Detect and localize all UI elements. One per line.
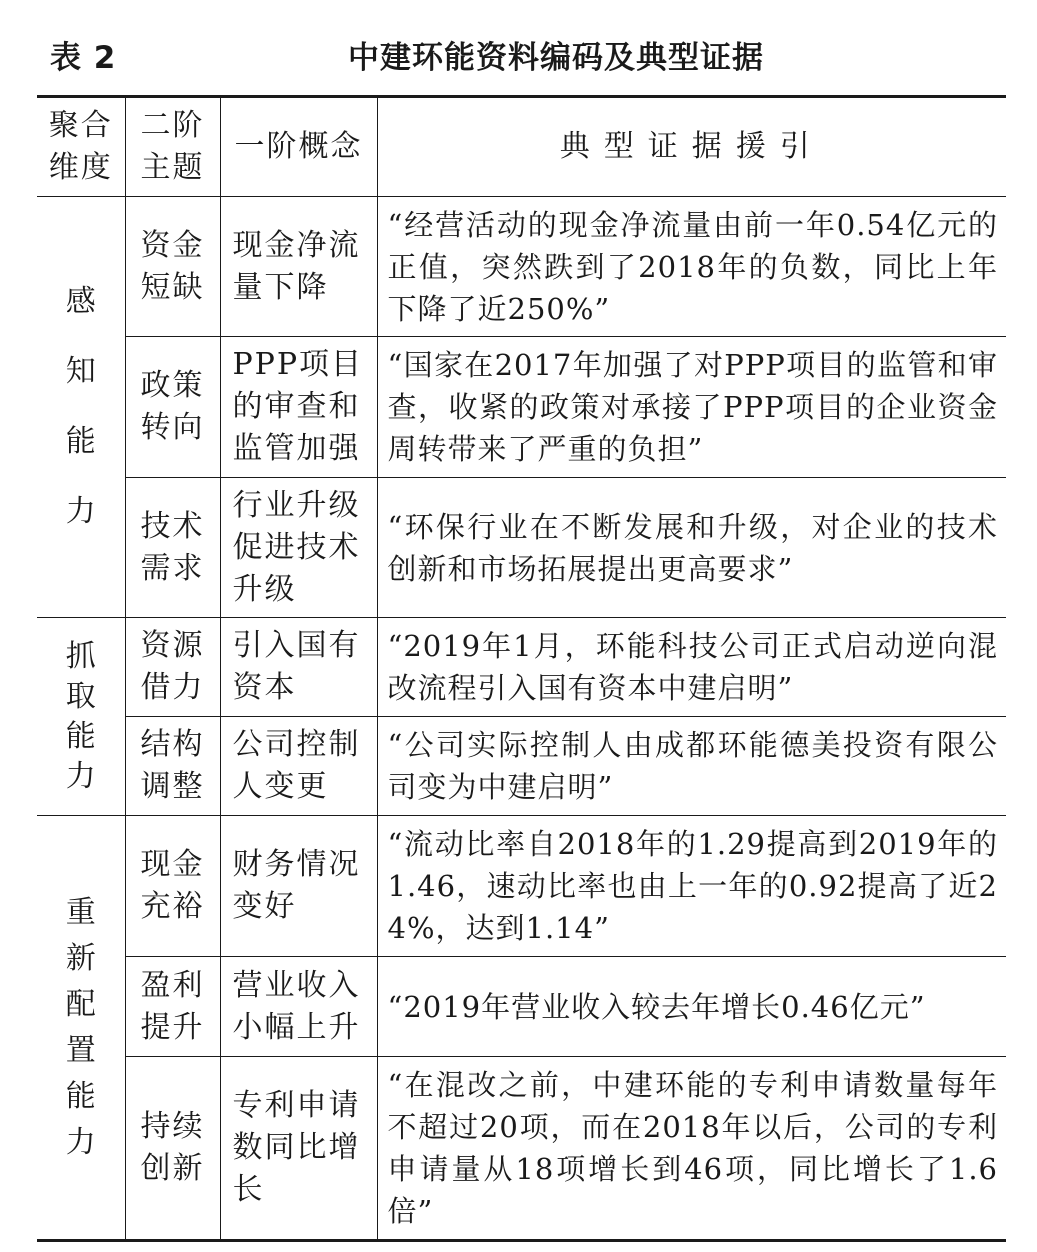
table-row <box>37 816 1006 957</box>
evidence-cell: “国家在2017年加强了对PPP项目的监管和审查，收紧的政策对承接了PPP项目的企业资金周转带来了严重的负担” <box>377 337 1006 478</box>
theme-cell: 政策转向 <box>125 337 220 478</box>
theme-cell: 资金短缺 <box>125 197 220 337</box>
evidence-cell: “2019年营业收入较去年增长0.46亿元” <box>377 957 1006 1057</box>
table-row <box>37 957 1006 1057</box>
table-number: 表 2 <box>50 40 117 76</box>
dimension-cell <box>37 197 125 618</box>
evidence-cell: “2019年1月，环能科技公司正式启动逆向混改流程引入国有资本中建启明” <box>377 618 1006 717</box>
header-theme: 二阶主题 <box>125 97 220 197</box>
table-caption <box>0 0 1037 95</box>
evidence-cell: “在混改之前，中建环能的专利申请数量每年不超过20项，而在2018年以后，公司的专利申请量从18项增长到46项，同比增长了1.6倍” <box>377 1057 1006 1241</box>
table-row <box>37 337 1006 478</box>
table-row <box>37 197 1006 337</box>
theme-cell: 持续创新 <box>125 1057 220 1241</box>
table-row <box>37 1057 1006 1241</box>
concept-cell: 营业收入小幅上升 <box>220 957 377 1057</box>
theme-cell: 盈利提升 <box>125 957 220 1057</box>
evidence-cell: “经营活动的现金净流量由前一年0.54亿元的正值，突然跌到了2018年的负数，同比上年下降了近250%” <box>377 197 1006 337</box>
concept-cell: PPP项目的审查和监管加强 <box>220 337 377 478</box>
evidence-cell: “公司实际控制人由成都环能德美投资有限公司变为中建启明” <box>377 717 1006 816</box>
theme-cell: 资源借力 <box>125 618 220 717</box>
table-row <box>37 618 1006 717</box>
evidence-cell: “流动比率自2018年的1.29提高到2019年的1.46，速动比率也由上一年的0.92提高了近24%，达到1.14” <box>377 816 1006 957</box>
evidence-cell: “环保行业在不断发展和升级，对企业的技术创新和市场拓展提出更高要求” <box>377 478 1006 618</box>
concept-cell: 现金净流量下降 <box>220 197 377 337</box>
dimension-cell <box>37 618 125 816</box>
concept-cell: 引入国有资本 <box>220 618 377 717</box>
header-concept: 一阶概念 <box>220 97 377 197</box>
concept-cell: 公司控制人变更 <box>220 717 377 816</box>
table-header-row <box>37 97 1006 197</box>
theme-cell: 技术需求 <box>125 478 220 618</box>
header-evidence: 典型证据援引 <box>377 97 1006 197</box>
dimension-label: 抓取能力 <box>65 638 96 794</box>
coding-table <box>37 95 1006 1242</box>
concept-cell: 行业升级促进技术升级 <box>220 478 377 618</box>
theme-cell: 现金充裕 <box>125 816 220 957</box>
table-row <box>37 478 1006 618</box>
concept-cell: 财务情况变好 <box>220 816 377 957</box>
dimension-label: 感知能力 <box>65 284 96 529</box>
concept-cell: 专利申请数同比增长 <box>220 1057 377 1241</box>
theme-cell: 结构调整 <box>125 717 220 816</box>
dimension-cell <box>37 816 125 1241</box>
header-dimension: 聚合维度 <box>37 97 125 197</box>
table-title: 中建环能资料编码及典型证据 <box>348 40 764 76</box>
dimension-label: 重新配置能力 <box>65 894 96 1160</box>
table-row <box>37 717 1006 816</box>
